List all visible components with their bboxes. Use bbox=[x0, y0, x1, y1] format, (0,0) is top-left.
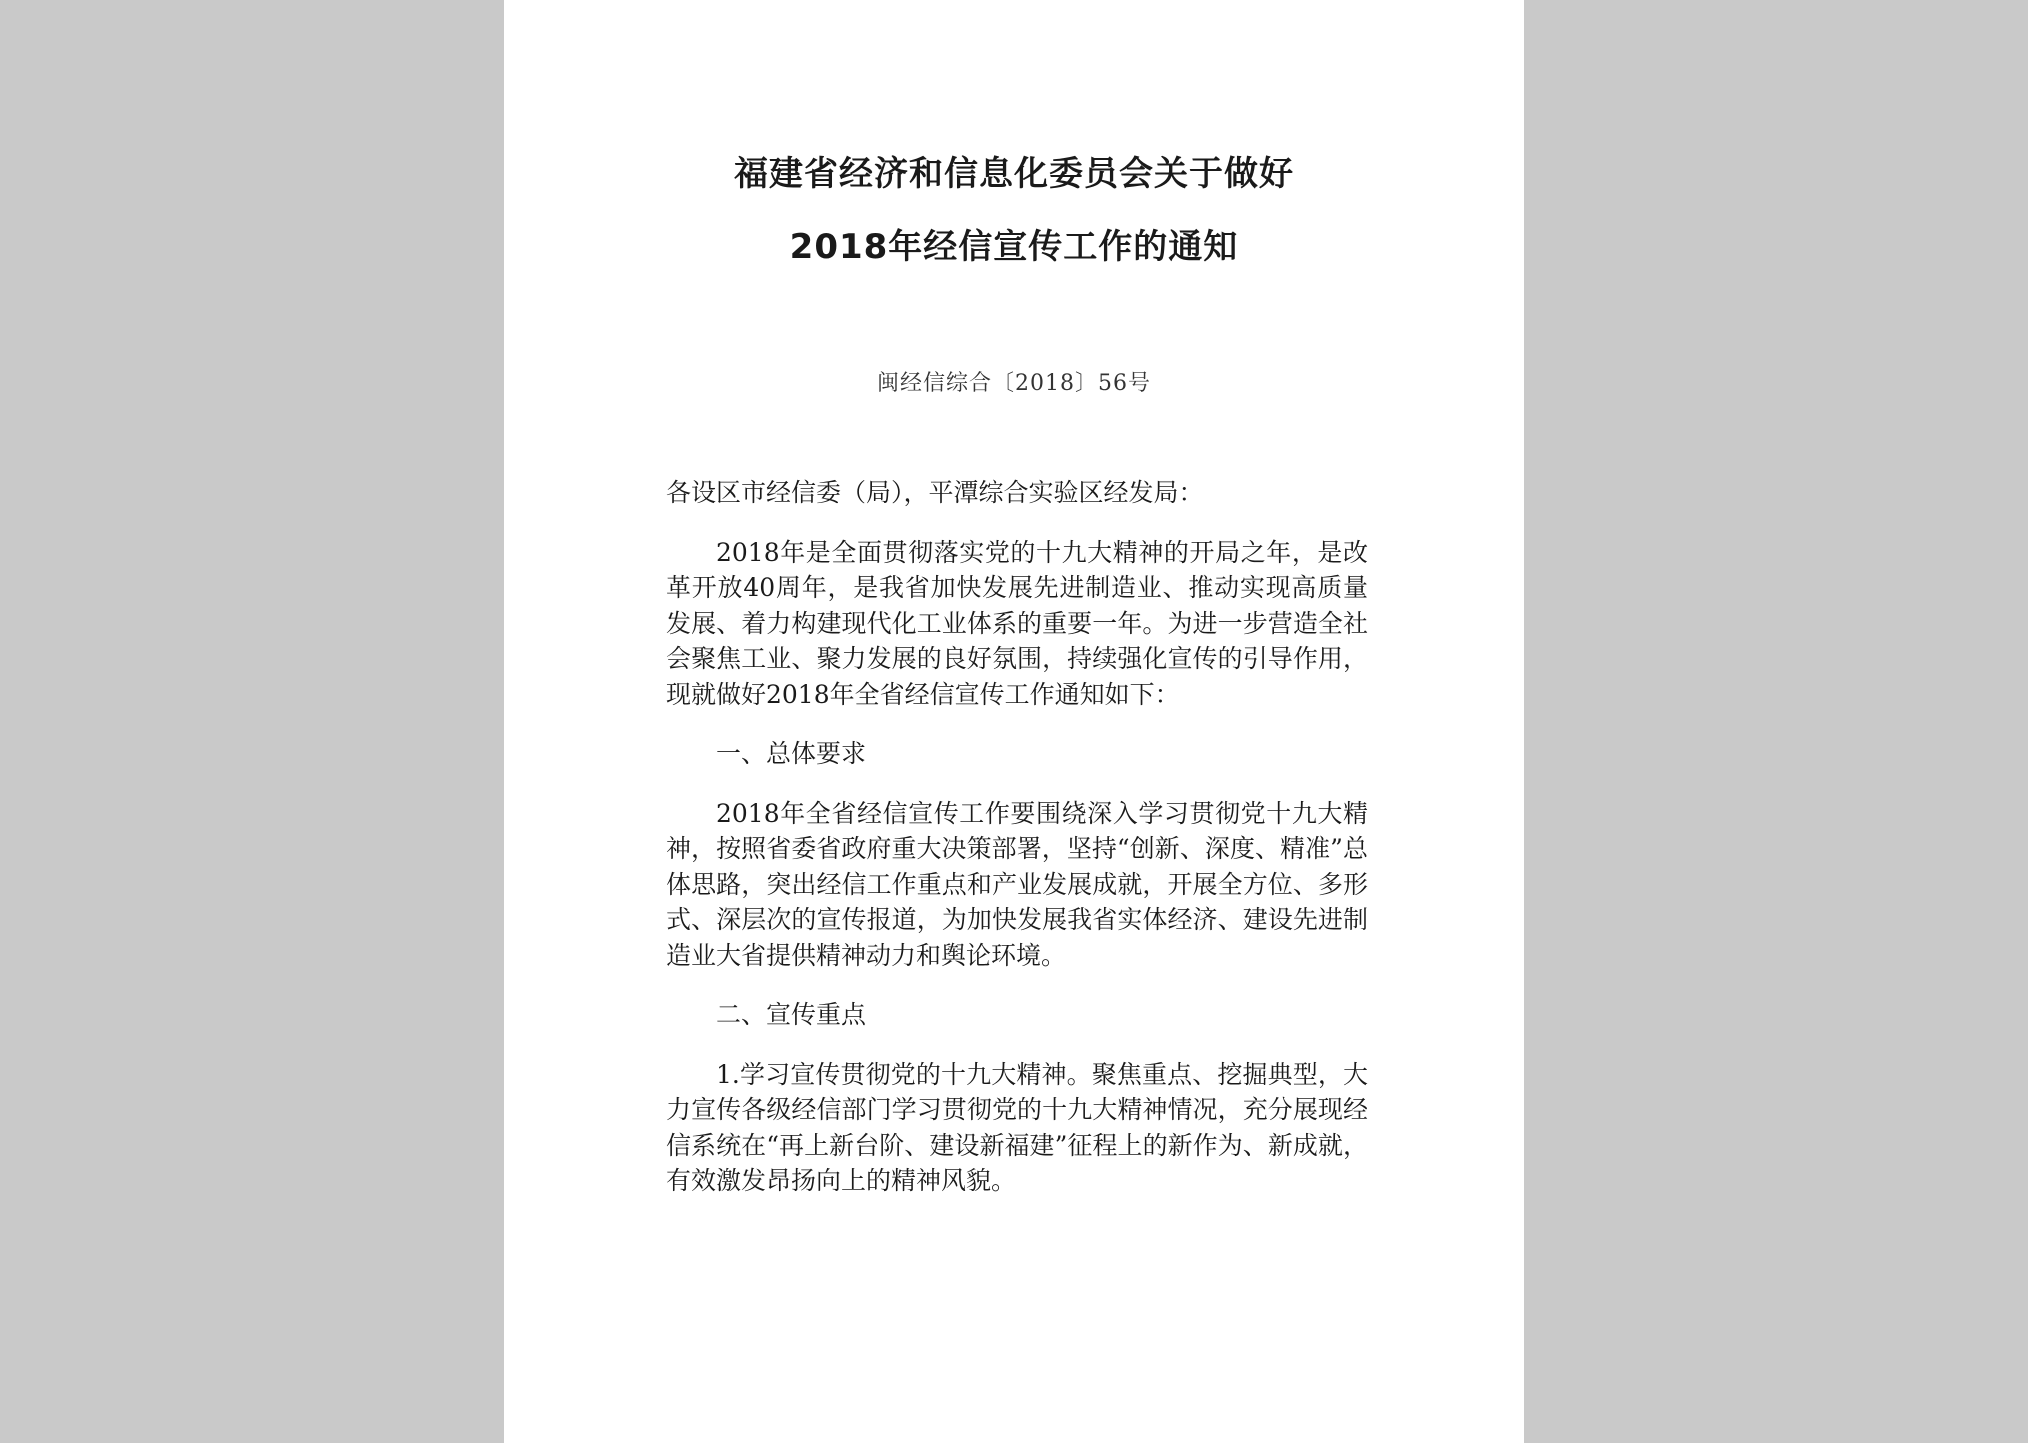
document-number: 闽经信综合〔2018〕56号 bbox=[877, 371, 1151, 396]
salutation: 各设区市经信委（局），平潭综合实验区经发局： bbox=[666, 478, 1204, 507]
section-heading-2: 二、宣传重点 bbox=[716, 1000, 867, 1029]
paragraph-1: 2018年全省经信宣传工作要围绕深入学习贯彻党十九大精神，按照省委省政府重大决策部署，坚持“创新、深度、精准”总体思路，突出经信工作重点和产业发展成就，开展全方位、多形式、深层次的宣传报道，为加快发展我省实体经济、建设先进制造业大省提供精神动力和舆论环境。 bbox=[666, 798, 1368, 970]
document-page bbox=[504, 0, 1524, 1443]
document-body bbox=[666, 475, 1368, 1223]
document-title-line2: 2018年经信宣传工作的通知 bbox=[789, 227, 1239, 267]
document-title-line1: 福建省经济和信息化委员会关于做好 bbox=[734, 154, 1294, 194]
paragraph-intro: 2018年是全面贯彻落实党的十九大精神的开局之年，是改革开放40周年，是我省加快发展先进制造业、推动实现高质量发展、着力构建现代化工业体系的重要一年。为进一步营造全社会聚焦工业、聚力发展的良好氛围，持续强化宣传的引导作用，现就做好2018年全省经信宣传工作通知如下： bbox=[666, 537, 1368, 709]
section-heading-1: 一、总体要求 bbox=[716, 739, 867, 768]
paragraph-2: 1.学习宣传贯彻党的十九大精神。聚焦重点、挖掘典型，大力宣传各级经信部门学习贯彻党的十九大精神情况，充分展现经信系统在“再上新台阶、建设新福建”征程上的新作为、新成就，有效激发昂扬向上的精神风貌。 bbox=[666, 1059, 1368, 1195]
